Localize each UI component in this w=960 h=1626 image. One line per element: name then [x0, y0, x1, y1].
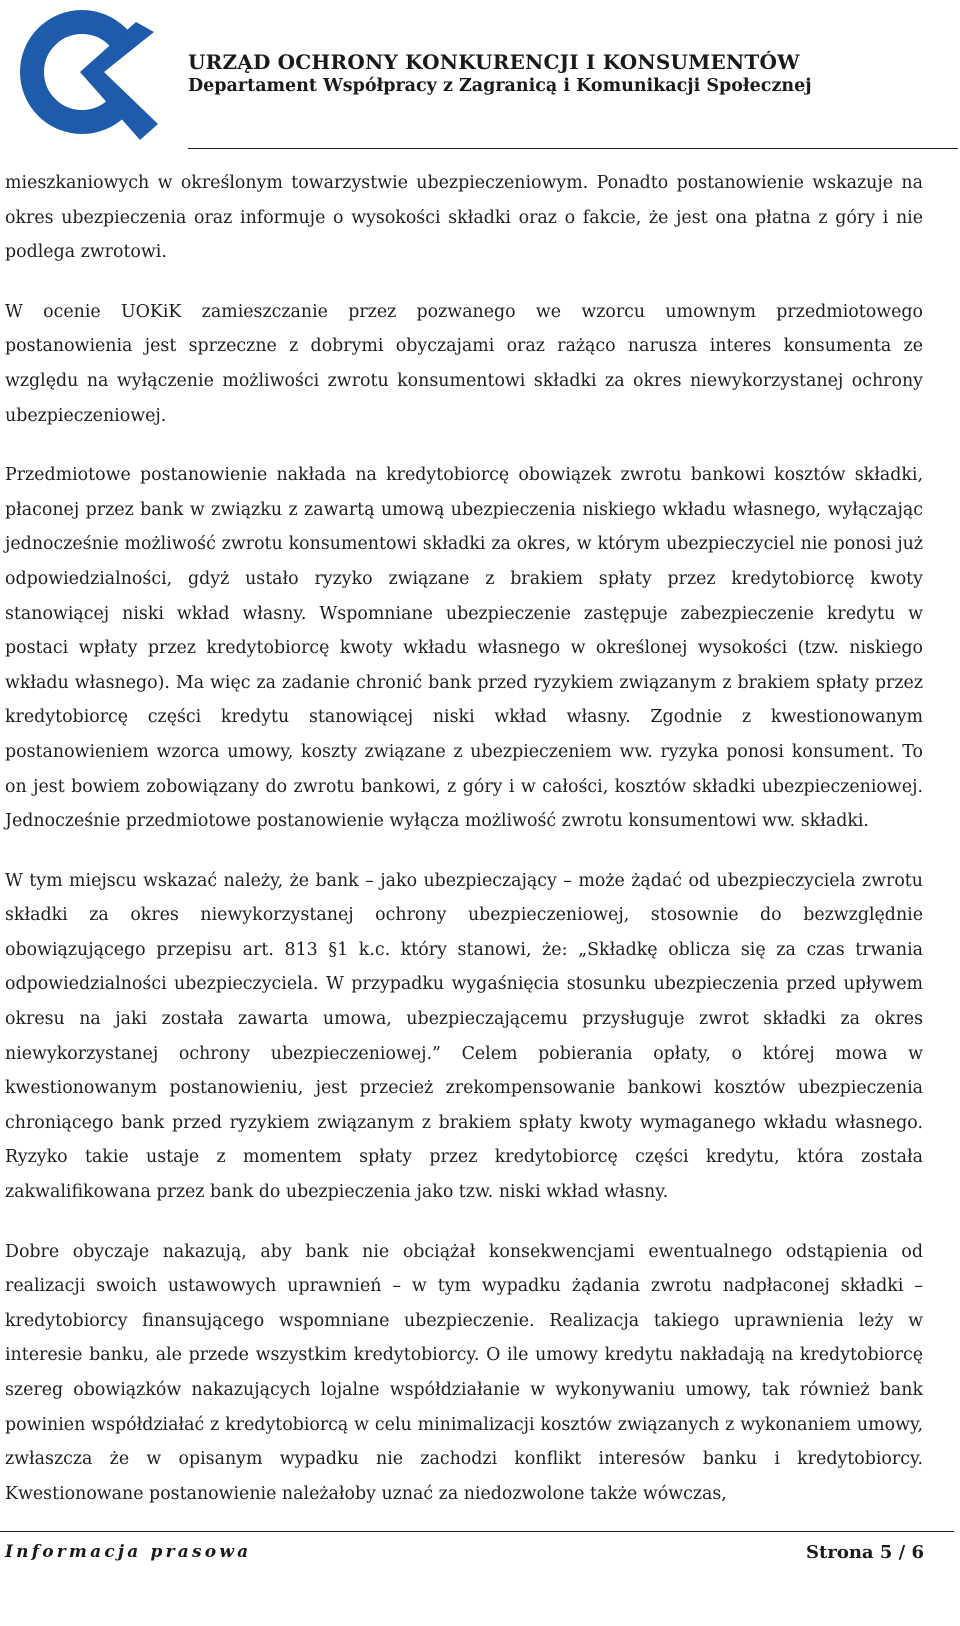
page-header [0, 0, 960, 150]
header-divider [188, 148, 958, 149]
document-body [5, 166, 923, 1536]
paragraph: Przedmiotowe postanowienie nakłada na kredytobiorcę obowiązek zwrotu bankowi kosztów składki, płaconej przez bank w związku z zawartą umową ubezpieczenia niskiego wkładu własnego, wyłączając jednocześnie możliwość zwrotu konsumentowi składki za okres, w którym ubezpieczyciel nie ponosi już odpowiedzialności, gdyż ustało ryzyko związane z brakiem spłaty przez kredytobiorcę kwoty stanowiącej niski wkład własny. Wspomniane ubezpieczenie zastępuje zabezpieczenie kredytu w postaci wpłaty przez kredytobiorcę kwoty wkładu własnego w określonej wysokości (tzw. niskiego wkładu własnego). Ma więc za zadanie chronić bank przed ryzykiem związanym z brakiem spłaty przez kredytobiorcę części kredytu stanowiącej niski wkład własny. Zgodnie z kwestionowanym postanowieniem wzorca umowy, koszty związane z ubezpieczeniem ww. ryzyka ponosi konsument. To on jest bowiem zobowiązany do zwrotu bankowi, z góry i w całości, kosztów składki ubezpieczeniowej. Jednocześnie przedmiotowe postanowienie wyłącza możliwość zwrotu konsumentowi ww. składki. [5, 465, 923, 832]
department-name: Departament Współpracy z Zagranicą i Komunikacji Społecznej [188, 76, 812, 96]
organization-name: URZĄD OCHRONY KONKURENCJI I KONSUMENTÓW [188, 50, 800, 74]
footer-divider [0, 1531, 954, 1532]
uokik-logo [18, 8, 158, 142]
paragraph: W tym miejscu wskazać należy, że bank – jako ubezpieczający – może żądać od ubezpieczyciela zwrotu składki za okres niewykorzystanej ochrony ubezpieczeniowej, stosownie do bezwzględnie obowiązującego przepisu art. 813 §1 k.c. który stanowi, że: „Składkę oblicza się za czas trwania odpowiedzialności ubezpieczyciela. W przypadku wygaśnięcia stosunku ubezpieczenia przed upływem okresu na jaki została zawarta umowa, ubezpieczającemu przysługuje zwrot składki za okres niewykorzystanej ochrony ubezpieczeniowej.” Celem pobierania opłaty, o której mowa w kwestionowanym postanowieniu, jest przecież zrekompensowanie bankowi kosztów ubezpieczenia chroniącego bank przed ryzykiem związanym z brakiem spłaty kwoty wymaganego wkładu własnego. Ryzyko takie ustaje z momentem spłaty przez kredytobiorcę części kredytu, która została zakwalifikowana przez bank do ubezpieczenia jako tzw. niski wkład własny. [5, 870, 923, 1203]
footer-label: Informacja prasowa [5, 1542, 252, 1562]
page-number: Strona 5 / 6 [806, 1542, 924, 1563]
paragraph: W ocenie UOKiK zamieszczanie przez pozwanego we wzorcu umownym przedmiotowego postanowienia jest sprzeczne z dobrymi obyczajami oraz rażąco narusza interes konsumenta ze względu na wyłączenie możliwości zwrotu konsumentowi składki za okres niewykorzystanej ochrony ubezpieczeniowej. [5, 301, 923, 426]
paragraph: mieszkaniowych w określonym towarzystwie ubezpieczeniowym. Ponadto postanowienie wskazuje na okres ubezpieczenia oraz informuje o wysokości składki oraz o fakcie, że jest ona płatna z góry i nie podlega zwrotowi. [5, 173, 923, 263]
paragraph: Dobre obyczaje nakazują, aby bank nie obciążał konsekwencjami ewentualnego odstąpienia od realizacji swoich ustawowych uprawnień – w tym wypadku żądania zwrotu nadpłaconej składki – kredytobiorcy finansującego wspomniane ubezpieczenie. Realizacja takiego uprawnienia leży w interesie banku, ale przede wszystkim kredytobiorcy. O ile umowy kredytu nakładają na kredytobiorcę szereg obowiązków nakazujących lojalne współdziałanie w wykonywaniu umowy, tak również bank powinien współdziałać z kredytobiorcą w celu minimalizacji kosztów związanych z wykonaniem umowy, zwłaszcza że w opisanym wypadku nie zachodzi konflikt interesów banku i kredytobiorcy. Kwestionowane postanowienie należałoby uznać za niedozwolone także wówczas, [5, 1241, 923, 1504]
